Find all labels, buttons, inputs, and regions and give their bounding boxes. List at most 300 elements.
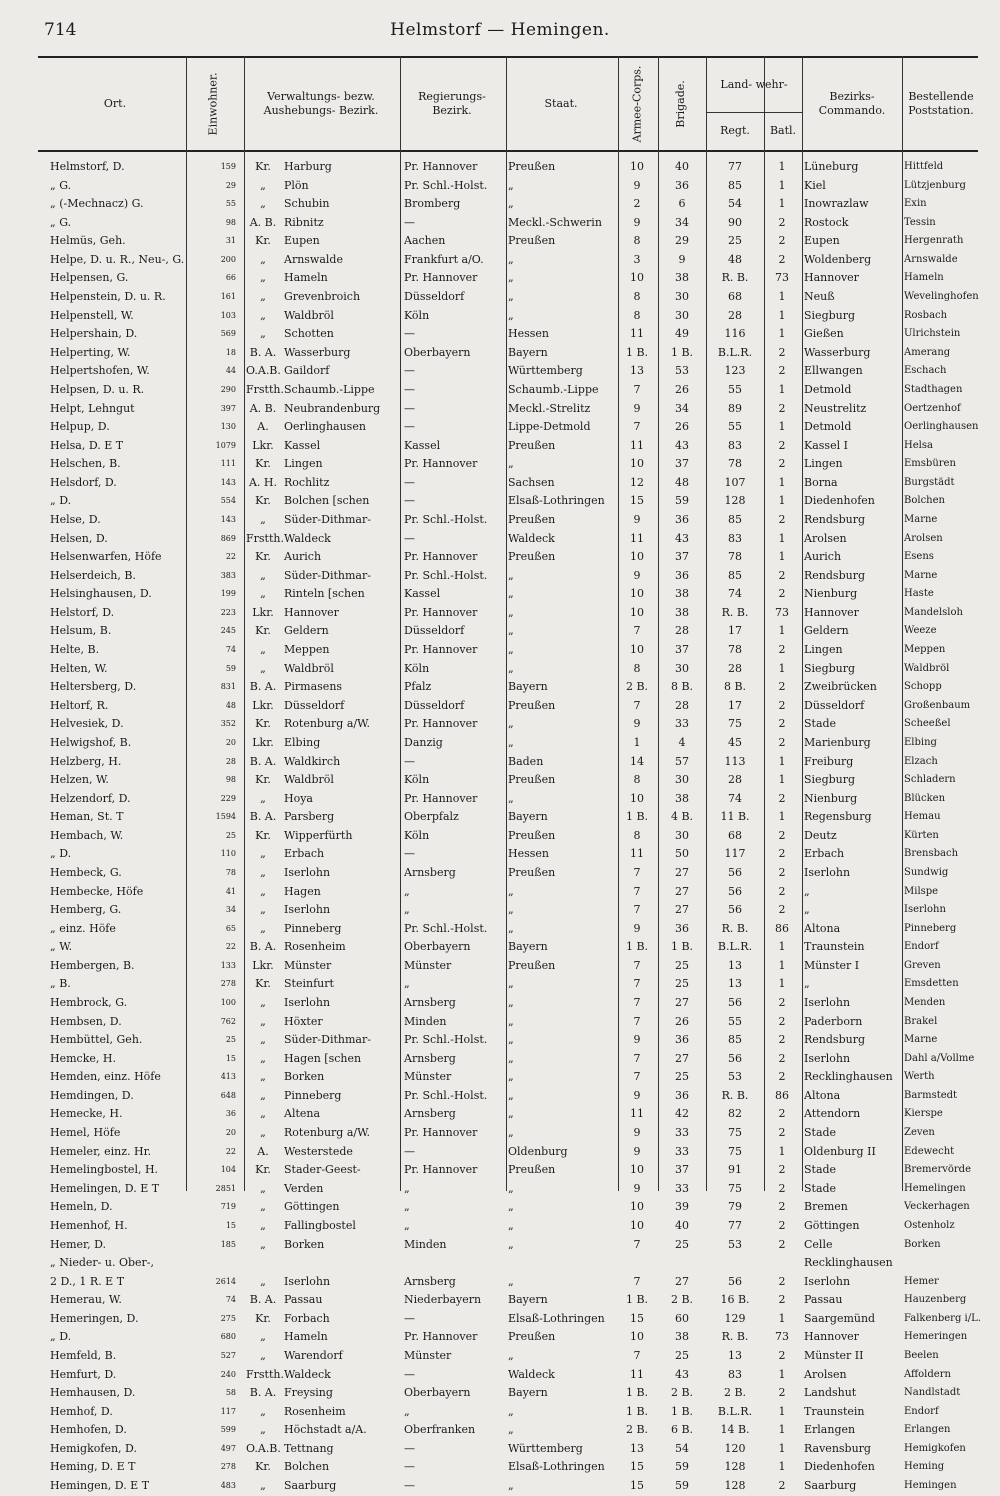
cell-armee-corps: 7: [633, 420, 641, 434]
cell-ort: Helwigshof, B.: [50, 735, 132, 749]
cell-armee-corps: 7: [633, 903, 641, 917]
cell-verwaltung-typ: „: [260, 1088, 266, 1102]
table-row: [38, 455, 978, 474]
cell-bezirks-commando: Diedenhofen: [804, 1460, 875, 1474]
cell-brigade: 38: [675, 791, 689, 805]
cell-landwehr-regt: 28: [728, 661, 742, 675]
cell-regierungs-bezirk: Münster: [404, 1070, 452, 1084]
cell-regierungs-bezirk: Danzig: [404, 735, 443, 749]
cell-brigade: 40: [675, 160, 689, 173]
cell-brigade: 4 B.: [670, 810, 694, 824]
cell-poststation: Endorf: [904, 1405, 939, 1417]
cell-verwaltung-bezirk: Schubin: [284, 197, 330, 211]
cell-armee-corps: 8: [633, 290, 641, 304]
cell-brigade: 59: [675, 494, 689, 508]
cell-armee-corps: 9: [633, 717, 641, 731]
cell-regierungs-bezirk: Münster: [404, 1349, 452, 1362]
cell-ort: Helzberg, H.: [50, 754, 122, 768]
cell-landwehr-regt: 128: [724, 1479, 746, 1493]
table-row: [38, 177, 978, 196]
table-row: [38, 437, 978, 456]
cell-landwehr-batl: 1: [778, 773, 786, 787]
cell-poststation: Exin: [904, 198, 927, 210]
cell-armee-corps: 1 B.: [625, 940, 649, 954]
cell-staat: Meckl.-Schwerin: [508, 215, 602, 229]
cell-staat: Waldeck: [508, 531, 555, 545]
cell-armee-corps: 10: [630, 550, 644, 564]
cell-poststation: Hemeringen: [904, 1331, 968, 1343]
cell-brigade: 9: [678, 252, 686, 266]
cell-armee-corps: 10: [630, 1200, 644, 1214]
cell-verwaltung-typ: „: [260, 1126, 266, 1140]
header-einwohner: Einwohner.: [206, 72, 219, 136]
cell-regierungs-bezirk: Arnsberg: [404, 865, 456, 879]
cell-regierungs-bezirk: Düsseldorf: [404, 624, 465, 638]
cell-verwaltung-typ: Kr.: [255, 828, 271, 842]
cell-bezirks-commando: Iserlohn: [804, 865, 851, 879]
table-row: [38, 715, 978, 734]
cell-staat: Schaumb.-Lippe: [508, 382, 599, 396]
cell-staat: „: [508, 735, 514, 749]
table-row: [38, 232, 978, 251]
cell-einwohner: 1594: [215, 812, 236, 822]
cell-landwehr-batl: 2: [778, 1293, 786, 1307]
cell-landwehr-regt: R. B.: [721, 605, 749, 619]
cell-regierungs-bezirk: „: [404, 1200, 410, 1214]
cell-verwaltung-typ: A.: [257, 1144, 269, 1158]
cell-verwaltung-bezirk: Elbing: [284, 735, 321, 749]
cell-regierungs-bezirk: „: [404, 1181, 410, 1195]
cell-armee-corps: 9: [633, 1033, 641, 1047]
cell-brigade: 43: [675, 438, 689, 452]
cell-ort: Hemel, Höfe: [50, 1126, 121, 1140]
cell-regierungs-bezirk: —: [404, 1479, 415, 1493]
cell-landwehr-batl: 2: [778, 791, 786, 805]
cell-poststation: Hemigkofen: [904, 1442, 966, 1454]
cell-landwehr-regt: 83: [728, 531, 742, 545]
table-row: [38, 1291, 978, 1310]
cell-regierungs-bezirk: Pr. Schl.-Holst.: [404, 512, 488, 526]
cell-einwohner: 25: [225, 830, 236, 840]
cell-verwaltung-bezirk: Fallingbostel: [284, 1218, 356, 1232]
cell-poststation: Brensbach: [904, 848, 959, 860]
cell-landwehr-regt: 85: [728, 178, 742, 192]
cell-armee-corps: 1 B.: [625, 810, 649, 824]
cell-brigade: 27: [675, 903, 689, 917]
cell-einwohner: 2614: [215, 1276, 236, 1286]
cell-staat: Lippe-Detmold: [508, 420, 591, 434]
cell-staat: „: [508, 1404, 514, 1418]
cell-landwehr-batl: 1: [778, 327, 786, 341]
cell-ort: Hemelingbostel, H.: [50, 1163, 159, 1177]
cell-verwaltung-typ: A. B.: [249, 215, 277, 229]
cell-poststation: Kürten: [904, 829, 939, 841]
cell-verwaltung-typ: „: [260, 197, 266, 211]
cell-verwaltung-bezirk: Forbach: [284, 1311, 330, 1325]
table-row: [38, 1310, 981, 1329]
cell-bezirks-commando: Saarburg: [804, 1479, 857, 1493]
cell-bezirks-commando: Diedenhofen: [804, 494, 875, 508]
cell-ort: Helpenstell, W.: [50, 308, 134, 322]
cell-verwaltung-typ: „: [260, 1014, 266, 1028]
cell-poststation: Zeven: [904, 1127, 935, 1139]
cell-armee-corps: 14: [630, 754, 644, 768]
cell-brigade: 27: [675, 996, 689, 1010]
cell-verwaltung-bezirk: Altena: [284, 1107, 321, 1121]
cell-armee-corps: 15: [630, 1479, 644, 1493]
cell-bezirks-commando: Ravensburg: [804, 1441, 871, 1455]
cell-brigade: 50: [675, 847, 689, 861]
cell-bezirks-commando: Wasserburg: [804, 345, 871, 359]
cell-landwehr-regt: 77: [728, 1218, 742, 1232]
cell-brigade: 25: [675, 1349, 689, 1362]
cell-ort: Helpe, D. u. R., Neu-, G.: [50, 252, 185, 266]
cell-staat: „: [508, 1237, 514, 1251]
cell-bezirks-commando: Lingen: [804, 457, 843, 471]
cell-verwaltung-typ: B. A.: [249, 1293, 277, 1307]
cell-poststation: Weeze: [904, 625, 937, 637]
cell-brigade: 59: [675, 1479, 689, 1493]
cell-ort: Helserdeich, B.: [50, 568, 136, 582]
cell-verwaltung-bezirk: Hoya: [284, 791, 313, 805]
cell-poststation: Endorf: [904, 941, 939, 953]
cell-einwohner: 680: [220, 1332, 236, 1342]
cell-ort: Helstorf, D.: [50, 605, 115, 619]
cell-landwehr-batl: 2: [778, 1163, 786, 1177]
cell-ort: Helpertshofen, W.: [50, 364, 150, 378]
cell-landwehr-regt: 8 B.: [723, 680, 747, 694]
table-row: [38, 1403, 978, 1422]
cell-landwehr-regt: R. B.: [721, 271, 749, 285]
cell-armee-corps: 7: [633, 865, 641, 879]
table-row: [38, 938, 978, 957]
cell-landwehr-batl: 1: [778, 475, 786, 489]
cell-landwehr-regt: 55: [728, 420, 742, 434]
cell-verwaltung-bezirk: Arnswalde: [284, 252, 343, 266]
table-row: [38, 753, 978, 772]
cell-landwehr-regt: 120: [724, 1441, 746, 1455]
cell-verwaltung-typ: „: [260, 1423, 266, 1437]
cell-landwehr-batl: 1: [778, 624, 786, 638]
cell-brigade: 49: [675, 327, 689, 341]
cell-landwehr-regt: 107: [724, 475, 746, 489]
cell-poststation: Emsbüren: [904, 458, 956, 470]
cell-staat: Württemberg: [508, 1441, 583, 1455]
table-row: [38, 362, 978, 381]
cell-bezirks-commando: Ellwangen: [804, 364, 863, 378]
table-row: [38, 1105, 978, 1124]
cell-einwohner: 15: [225, 1053, 236, 1063]
cell-verwaltung-bezirk: Süder-Dithmar-: [284, 512, 371, 526]
cell-verwaltung-bezirk: Erbach: [284, 847, 325, 861]
cell-bezirks-commando: Attendorn: [804, 1107, 861, 1121]
cell-staat: Preußen: [508, 234, 556, 248]
cell-armee-corps: 9: [633, 1126, 641, 1140]
cell-staat: „: [508, 1070, 514, 1084]
cell-bezirks-commando: Bremen: [804, 1200, 848, 1214]
cell-ort: Hembsen, D.: [50, 1014, 122, 1028]
cell-brigade: 40: [675, 1218, 689, 1232]
cell-bezirks-commando: Erlangen: [804, 1423, 856, 1437]
cell-landwehr-regt: 89: [728, 401, 742, 415]
cell-regierungs-bezirk: Arnsberg: [404, 1274, 456, 1288]
cell-bezirks-commando: Zweibrücken: [804, 680, 877, 694]
cell-armee-corps: 7: [633, 1014, 641, 1028]
cell-landwehr-batl: 2: [778, 1107, 786, 1121]
cell-brigade: 53: [675, 364, 689, 378]
cell-regierungs-bezirk: —: [404, 531, 415, 545]
cell-einwohner: 41: [225, 886, 236, 896]
table-row: [38, 1477, 978, 1496]
cell-verwaltung-typ: Kr.: [255, 773, 271, 787]
cell-verwaltung-typ: „: [260, 661, 266, 675]
cell-landwehr-batl: 2: [778, 1181, 786, 1195]
cell-ort: „ G.: [50, 215, 72, 229]
table-row: [38, 1440, 978, 1459]
cell-verwaltung-bezirk: Neubrandenburg: [284, 401, 381, 415]
cell-landwehr-batl: 2: [778, 215, 786, 229]
cell-verwaltung-bezirk: Höchstadt a/A.: [284, 1423, 367, 1437]
cell-staat: „: [508, 290, 514, 304]
cell-landwehr-regt: 56: [728, 1051, 742, 1065]
cell-landwehr-regt: 75: [728, 1144, 742, 1158]
cell-bezirks-commando: Eupen: [804, 234, 840, 248]
cell-verwaltung-bezirk: Rinteln [schen: [284, 587, 365, 601]
cell-regierungs-bezirk: Pr. Hannover: [404, 160, 478, 173]
cell-verwaltung-typ: „: [260, 1349, 266, 1362]
cell-verwaltung-typ: „: [260, 587, 266, 601]
cell-bezirks-commando: Deutz: [804, 828, 837, 842]
cell-poststation: Marne: [904, 1034, 938, 1046]
cell-einwohner: 240: [220, 1369, 236, 1379]
cell-poststation: Bremervörde: [904, 1164, 971, 1176]
cell-verwaltung-typ: B. A.: [249, 680, 277, 694]
cell-bezirks-commando: Regensburg: [804, 810, 872, 824]
cell-armee-corps: 9: [633, 512, 641, 526]
cell-ort: Hemden, einz. Höfe: [50, 1070, 161, 1084]
cell-verwaltung-typ: „: [260, 791, 266, 805]
cell-landwehr-batl: 1: [778, 754, 786, 768]
cell-armee-corps: 10: [630, 160, 644, 173]
cell-einwohner: 98: [225, 775, 236, 785]
cell-ort: „ G.: [50, 178, 72, 192]
cell-landwehr-regt: 79: [728, 1200, 742, 1214]
cell-regierungs-bezirk: Oberbayern: [404, 940, 471, 954]
cell-ort: Heltersberg, D.: [50, 680, 137, 694]
cell-brigade: 39: [675, 1200, 689, 1214]
cell-armee-corps: 8: [633, 828, 641, 842]
cell-einwohner: 74: [225, 645, 236, 655]
cell-einwohner: 599: [220, 1425, 236, 1435]
cell-brigade: 4: [678, 735, 686, 749]
cell-staat: Hessen: [508, 327, 549, 341]
cell-brigade: 43: [675, 1367, 689, 1381]
cell-einwohner: 143: [220, 477, 236, 487]
cell-regierungs-bezirk: Düsseldorf: [404, 698, 465, 712]
cell-bezirks-commando: Rendsburg: [804, 1033, 865, 1047]
cell-verwaltung-typ: „: [260, 1404, 266, 1418]
cell-verwaltung-typ: Kr.: [255, 624, 271, 638]
cell-armee-corps: 11: [630, 1107, 644, 1121]
cell-einwohner: 223: [220, 607, 236, 617]
cell-regierungs-bezirk: Pr. Hannover: [404, 605, 478, 619]
cell-poststation: Borken: [904, 1238, 941, 1250]
cell-poststation: Sundwig: [904, 866, 949, 878]
cell-verwaltung-typ: „: [260, 178, 266, 192]
cell-landwehr-regt: 113: [724, 754, 746, 768]
cell-poststation: Ostenholz: [904, 1219, 955, 1231]
cell-landwehr-regt: 83: [728, 1367, 742, 1381]
cell-poststation: Ulrichstein: [904, 328, 961, 340]
cell-verwaltung-typ: Kr.: [255, 1460, 271, 1474]
cell-poststation: Blücken: [904, 792, 946, 804]
cell-bezirks-commando: Oldenburg II: [804, 1144, 876, 1158]
cell-armee-corps: 10: [630, 271, 644, 285]
cell-staat: „: [508, 252, 514, 266]
cell-armee-corps: 9: [633, 568, 641, 582]
cell-armee-corps: 9: [633, 1181, 641, 1195]
cell-landwehr-batl: 73: [775, 271, 789, 285]
cell-staat: „: [508, 996, 514, 1010]
cell-brigade: 36: [675, 921, 689, 935]
cell-bezirks-commando: Recklinghausen: [804, 1256, 893, 1270]
table-row: [38, 418, 978, 437]
cell-brigade: 37: [675, 1163, 689, 1177]
cell-verwaltung-typ: „: [260, 643, 266, 657]
cell-landwehr-regt: 85: [728, 1033, 742, 1047]
cell-landwehr-regt: 53: [728, 1237, 742, 1251]
cell-landwehr-regt: R. B.: [721, 1330, 749, 1344]
cell-einwohner: 103: [220, 310, 236, 320]
cell-brigade: 38: [675, 1330, 689, 1344]
cell-landwehr-batl: 1: [778, 1423, 786, 1437]
cell-armee-corps: 2 B.: [625, 680, 649, 694]
cell-armee-corps: 7: [633, 382, 641, 396]
cell-ort: „ D.: [50, 1330, 72, 1344]
cell-ort: Hemeler, einz. Hr.: [50, 1144, 152, 1158]
cell-bezirks-commando: Rendsburg: [804, 512, 865, 526]
cell-armee-corps: 8: [633, 773, 641, 787]
cell-staat: Meckl.-Strelitz: [508, 401, 591, 415]
table-row: [38, 1087, 978, 1106]
cell-landwehr-batl: 2: [778, 587, 786, 601]
cell-bezirks-commando: Gießen: [804, 327, 844, 341]
cell-armee-corps: 8: [633, 661, 641, 675]
cell-landwehr-batl: 2: [778, 680, 786, 694]
table-row: [38, 1347, 978, 1366]
cell-bezirks-commando: „: [804, 884, 810, 898]
cell-regierungs-bezirk: Oberpfalz: [404, 810, 459, 824]
cell-ort: Helte, B.: [50, 643, 100, 657]
cell-staat: Preußen: [508, 438, 556, 452]
cell-landwehr-regt: 54: [728, 197, 742, 211]
cell-landwehr-regt: 56: [728, 1274, 742, 1288]
cell-staat: Waldeck: [508, 1367, 555, 1381]
cell-verwaltung-typ: „: [260, 1033, 266, 1047]
cell-landwehr-batl: 2: [778, 1237, 786, 1251]
cell-einwohner: 290: [220, 384, 236, 394]
cell-landwehr-batl: 1: [778, 1367, 786, 1381]
cell-bezirks-commando: Göttingen: [804, 1218, 860, 1232]
cell-verwaltung-typ: Lkr.: [252, 605, 274, 619]
cell-ort: Helvesiek, D.: [50, 717, 124, 731]
cell-regierungs-bezirk: „: [404, 1218, 410, 1232]
table-row: [38, 1328, 978, 1347]
cell-brigade: 26: [675, 382, 689, 396]
cell-landwehr-batl: 1: [778, 940, 786, 954]
cell-bezirks-commando: Geldern: [804, 624, 849, 638]
cell-brigade: 26: [675, 1014, 689, 1028]
cell-staat: Preußen: [508, 550, 556, 564]
cell-verwaltung-typ: „: [260, 1051, 266, 1065]
cell-verwaltung-typ: „: [260, 996, 266, 1010]
cell-regierungs-bezirk: Arnsberg: [404, 1107, 456, 1121]
cell-einwohner: 648: [220, 1090, 236, 1100]
cell-bezirks-commando: Stade: [804, 1181, 837, 1195]
cell-poststation: Schopp: [904, 681, 942, 693]
cell-ort: Helsenwarfen, Höfe: [50, 550, 162, 564]
cell-bezirks-commando: Rendsburg: [804, 568, 865, 582]
cell-armee-corps: 1 B.: [625, 1404, 649, 1418]
cell-armee-corps: 11: [630, 327, 644, 341]
cell-landwehr-batl: 73: [775, 1330, 789, 1344]
cell-brigade: 59: [675, 1460, 689, 1474]
cell-ort: „ Nieder- u. Ober-,: [50, 1256, 154, 1270]
cell-poststation: Menden: [904, 997, 946, 1009]
cell-landwehr-regt: 28: [728, 308, 742, 322]
cell-einwohner: 48: [225, 700, 236, 710]
table-row: [38, 530, 978, 549]
cell-armee-corps: 10: [630, 1163, 644, 1177]
cell-staat: Baden: [508, 754, 544, 768]
cell-landwehr-batl: 1: [778, 1404, 786, 1418]
cell-ort: Hemberg, G.: [50, 903, 122, 917]
cell-poststation: Schladern: [904, 774, 956, 786]
cell-armee-corps: 3: [633, 252, 641, 266]
cell-ort: Helsa, D. E T: [50, 438, 124, 452]
cell-armee-corps: 13: [630, 1441, 644, 1455]
table-row: [38, 1254, 978, 1273]
cell-landwehr-batl: 2: [778, 1218, 786, 1232]
cell-ort: Hemhausen, D.: [50, 1386, 136, 1400]
cell-landwehr-batl: 2: [778, 1200, 786, 1214]
cell-verwaltung-typ: Kr.: [255, 717, 271, 731]
cell-landwehr-regt: 56: [728, 903, 742, 917]
cell-staat: „: [508, 661, 514, 675]
cell-einwohner: 29: [225, 180, 236, 190]
cell-landwehr-regt: 123: [724, 364, 746, 378]
cell-bezirks-commando: Altona: [804, 921, 841, 935]
cell-landwehr-batl: 2: [778, 735, 786, 749]
cell-regierungs-bezirk: —: [404, 215, 415, 229]
cell-landwehr-batl: 2: [778, 1386, 786, 1400]
cell-regierungs-bezirk: Pfalz: [404, 680, 432, 694]
cell-bezirks-commando: Saargemünd: [804, 1311, 876, 1325]
cell-regierungs-bezirk: Bromberg: [404, 197, 461, 211]
cell-einwohner: 831: [220, 682, 236, 692]
table-row: [38, 883, 978, 902]
cell-ort: Helsen, D.: [50, 531, 108, 545]
cell-bezirks-commando: Inowrazlaw: [804, 197, 869, 211]
cell-regierungs-bezirk: Kassel: [404, 587, 441, 601]
cell-landwehr-regt: 85: [728, 568, 742, 582]
table-row: [38, 1161, 978, 1180]
table-row: [38, 307, 978, 326]
table-row: [38, 604, 978, 623]
cell-verwaltung-bezirk: Steinfurt: [284, 977, 334, 991]
cell-verwaltung-bezirk: Rotenburg a/W.: [284, 717, 370, 731]
table-header: [38, 56, 978, 152]
